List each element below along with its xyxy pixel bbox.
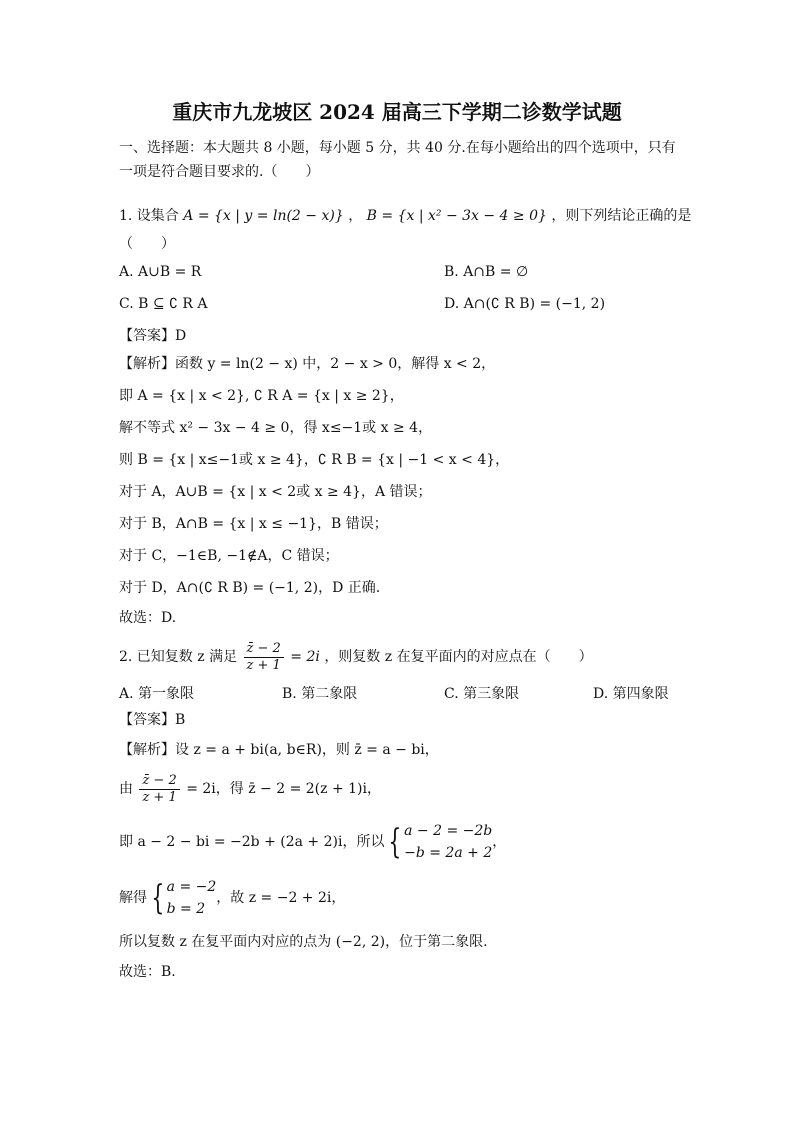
q2-stem bbox=[119, 640, 593, 674]
q2-option-d: D. 第四象限 bbox=[593, 686, 669, 702]
q2-solution-fraction bbox=[139, 773, 179, 806]
section-intro-line2: 一项是符合题目要求的.（ ） bbox=[119, 164, 320, 180]
q2-result-eq2: b = 2 bbox=[166, 901, 206, 917]
q1-solution-line5: 对于 A，A∪B = {x | x < 2或 x ≥ 4}，A 错误； bbox=[119, 484, 432, 500]
q1-set-a: A = {x | y = ln(2 − x)} bbox=[183, 208, 344, 224]
q1-set-b: B = {x | x² − 3x − 4 ≥ 0} bbox=[366, 208, 547, 224]
q2-solution-line2-post: = 2i，得 z̄ − 2 = 2(z + 1)i， bbox=[186, 781, 381, 797]
q1-stem-end: ，则下列结论正确的是 bbox=[551, 208, 692, 224]
q2-solution-line3-pre: 即 a − 2 − bi = −2b + (2a + 2)i，所以 bbox=[119, 834, 385, 850]
q2-equation-rhs: = 2i bbox=[290, 649, 320, 665]
section-intro-line1: 一、选择题：本大题共 8 小题，每小题 5 分，共 40 分.在每小题给出的四个选项中，只有 bbox=[119, 140, 676, 156]
q1-solution-line3: 解不等式 x² − 3x − 4 ≥ 0，得 x≤−1或 x ≥ 4， bbox=[119, 420, 433, 436]
q1-solution-line7: 对于 C，−1∈B, −1∉A，C 错误； bbox=[119, 548, 339, 564]
q2-solution-fraction-numerator: z̄ − 2 bbox=[139, 773, 179, 790]
q2-option-a: A. 第一象限 bbox=[119, 686, 195, 702]
q1-solution-line4: 则 B = {x | x≤−1或 x ≥ 4}，∁ R B = {x | −1 < x < 4}， bbox=[119, 452, 510, 468]
q2-option-b: B. 第二象限 bbox=[282, 686, 358, 702]
q2-fraction bbox=[244, 641, 284, 674]
q2-solution-line5: 所以复数 z 在复平面内对应的点为 (−2, 2)，位于第二象限. bbox=[119, 934, 488, 950]
q1-solution-line1: 【解析】函数 y = ln(2 − x) 中，2 − x > 0，解得 x < 2， bbox=[119, 356, 496, 372]
q2-system-brace: { bbox=[388, 822, 402, 862]
q2-option-c: C. 第三象限 bbox=[444, 686, 520, 702]
q2-solution-line3-post: ， bbox=[492, 834, 507, 850]
q2-solution-line6: 故选：B. bbox=[119, 964, 176, 980]
q2-solution-line1: 【解析】设 z = a + bi(a, b∈R)，则 z̄ = a − bi， bbox=[119, 742, 439, 758]
q1-solution-line2: 即 A = {x | x < 2}, ∁ R A = {x | x ≥ 2}， bbox=[119, 388, 404, 404]
q1-solution-line8: 对于 D，A∩(∁ R B) = (−1, 2)，D 正确. bbox=[119, 580, 381, 596]
q1-answer: 【答案】D bbox=[119, 328, 187, 344]
page-title: 重庆市九龙坡区 2024 届高三下学期二诊数学试题 bbox=[172, 100, 622, 124]
q1-option-c: C. B ⊆ ∁ R A bbox=[119, 296, 208, 312]
q1-stem-label: 1. 设集合 bbox=[119, 208, 179, 224]
q2-solution-line3 bbox=[119, 818, 506, 866]
q1-solution-line6: 对于 B，A∩B = {x | x ≤ −1}，B 错误； bbox=[119, 516, 388, 532]
q2-solution-line2 bbox=[119, 772, 381, 806]
q1-option-b: B. A∩B = ∅ bbox=[444, 264, 529, 280]
q2-result-brace: { bbox=[151, 878, 165, 918]
q2-result-system bbox=[167, 876, 217, 920]
q2-solution-line2-pre: 由 bbox=[119, 781, 133, 797]
q2-solution-line4 bbox=[119, 874, 345, 922]
q2-solution-fraction-denominator: z + 1 bbox=[142, 789, 177, 805]
q2-stem-label: 2. 已知复数 z 满足 bbox=[119, 649, 238, 665]
q1-solution-line9: 故选：D. bbox=[119, 610, 177, 626]
q2-fraction-denominator: z + 1 bbox=[246, 657, 281, 673]
q2-answer: 【答案】B bbox=[119, 712, 186, 728]
q2-system-eq2: −b = 2a + 2 bbox=[404, 845, 493, 861]
q2-stem-end: ，则复数 z 在复平面内的对应点在（ ） bbox=[324, 649, 593, 665]
q2-solution-line4-post: ，故 z = −2 + 2i， bbox=[216, 890, 346, 906]
q1-option-d: D. A∩(∁ R B) = (−1, 2) bbox=[444, 296, 606, 312]
q1-stem bbox=[119, 206, 691, 226]
q1-option-a: A. A∪B = R bbox=[119, 264, 202, 280]
q2-result-eq1: a = −2 bbox=[166, 879, 217, 895]
q2-solution-line4-pre: 解得 bbox=[119, 890, 147, 906]
q2-system-eq1: a − 2 = −2b bbox=[404, 823, 493, 839]
q1-paren: （ ） bbox=[119, 236, 175, 252]
q1-separator: ， bbox=[348, 208, 363, 224]
q2-fraction-numerator: z̄ − 2 bbox=[244, 641, 284, 658]
q2-equation-system bbox=[404, 820, 492, 864]
